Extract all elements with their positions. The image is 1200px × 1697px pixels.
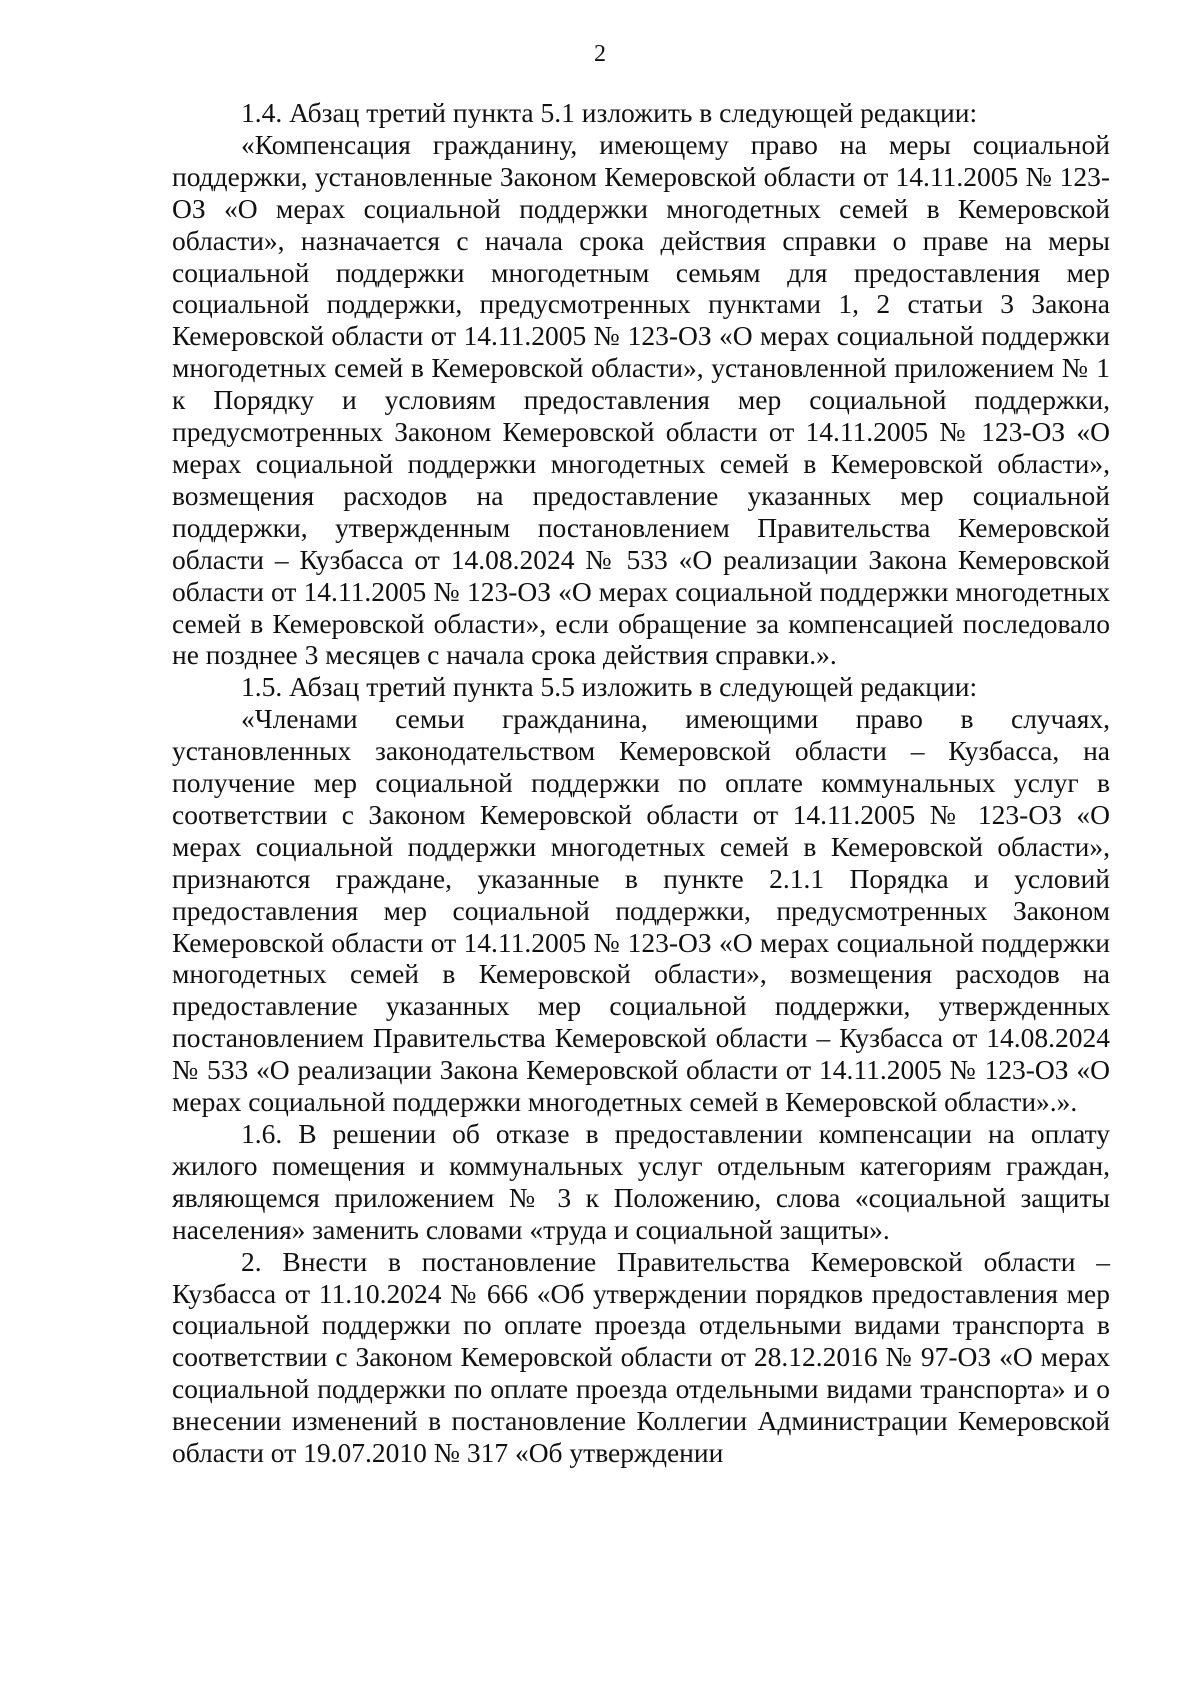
- paragraph-1-4-text: «Компенсация гражданину, имеющему право на меры социальной поддержки, установленные Законом Кемеровской области от 14.11.2005 № 123-ОЗ «О мерах социальной поддержки многодетных семей в Кемеровской области», назначается с начала срока действия справки о праве на меры социальной поддержки многодетным семьям для предоставления мер социальной поддержки, предусмотренных пунктами 1, 2 статьи 3 Закона Кемеровской области от 14.11.2005 № 123-ОЗ «О мерах социальной поддержки многодетных семей в Кемеровской области», установленной приложением № 1 к Порядку и условиям предоставления мер социальной поддержки, предусмотренных Законом Кемеровской области от 14.11.2005 № 123-ОЗ «О мерах социальной поддержки многодетных семей в Кемеровской области», возмещения расходов на предоставление указанных мер социальной поддержки, утвержденным постановлением Правительства Кемеровской области – Кузбасса от 14.08.2024 № 533 «О реализации Закона Кемеровской области от 14.11.2005 № 123-ОЗ «О мерах социальной поддержки многодетных семей в Кемеровской области», если обращение за компенсацией последовало не позднее 3 месяцев с начала срока действия справки.».: [172, 128, 1110, 671]
- paragraph-2: 2. Внести в постановление Правительства Кемеровской области – Кузбасса от 11.10.2024 № 666 «Об утверждении порядков предоставления мер социальной поддержки по оплате проезда отдельными видами транспорта в соответствии с Законом Кемеровской области от 28.12.2016 № 97-ОЗ «О мерах социальной поддержки по оплате проезда отдельными видами транспорта» и о внесении изменений в постановление Коллегии Администрации Кемеровской области от 19.07.2010 № 317 «Об утверждении: [172, 1245, 1110, 1469]
- paragraph-1-5-text: «Членами семьи гражданина, имеющими право в случаях, установленных законодательством Кемеровской области – Кузбасса, на получение мер социальной поддержки по оплате коммунальных услуг в соответствии с Законом Кемеровской области от 14.11.2005 № 123-ОЗ «О мерах социальной поддержки многодетных семей в Кемеровской области», признаются граждане, указанные в пункте 2.1.1 Порядка и условий предоставления мер социальной поддержки, предусмотренных Законом Кемеровской области от 14.11.2005 № 123-ОЗ «О мерах социальной поддержки многодетных семей в Кемеровской области», возмещения расходов на предоставление указанных мер социальной поддержки, утвержденных постановлением Правительства Кемеровской области – Кузбасса от 14.08.2024 № 533 «О реализации Закона Кемеровской области от 14.11.2005 № 123-ОЗ «О мерах социальной поддержки многодетных семей в Кемеровской области».».: [172, 703, 1110, 1118]
- page-number: 2: [594, 41, 606, 67]
- document-body: [172, 97, 1110, 1469]
- paragraph-1-6: 1.6. В решении об отказе в предоставлении компенсации на оплату жилого помещения и коммунальных услуг отдельным категориям граждан, являющемся приложением № 3 к Положению, слова «социальной защиты населения» заменить словами «труда и социальной защиты».: [172, 1118, 1110, 1245]
- paragraph-1-5-heading: 1.5. Абзац третий пункта 5.5 изложить в следующей редакции:: [241, 671, 978, 703]
- paragraph-1-4-heading: 1.4. Абзац третий пункта 5.1 изложить в следующей редакции:: [241, 97, 978, 128]
